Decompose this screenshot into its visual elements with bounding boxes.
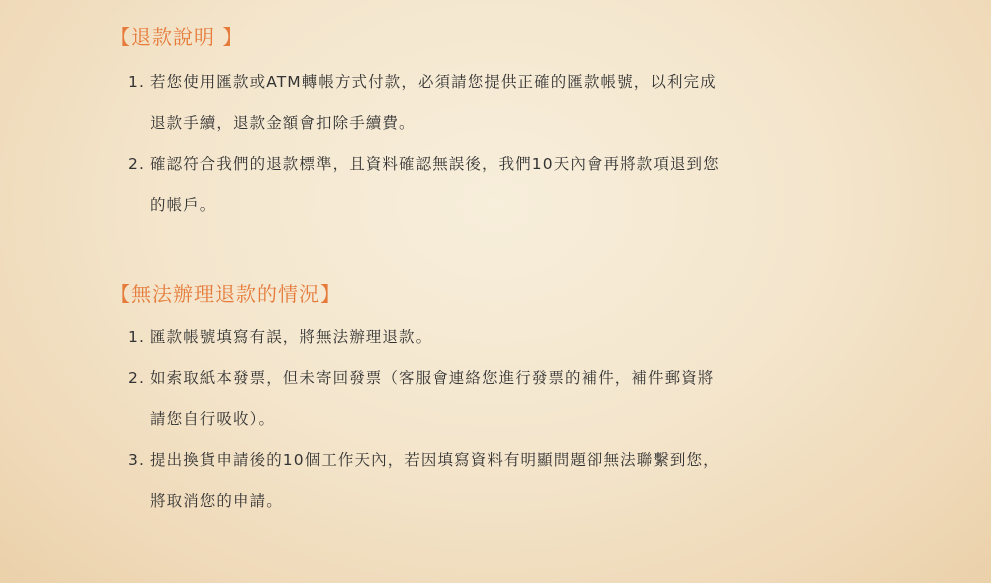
item-line: 確認符合我們的退款標準，且資料確認無誤後，我們10天內會再將款項退到您: [150, 155, 720, 173]
list-item: [110, 440, 970, 522]
item-line: 將取消您的申請。: [150, 492, 283, 510]
list-item: [110, 358, 970, 440]
section-title-refund-explanation: 【退款說明 】: [110, 25, 244, 49]
cannot-refund-list: [110, 317, 970, 522]
item-line: 的帳戶。: [150, 196, 217, 214]
item-number: 2.: [128, 155, 145, 173]
list-item: [110, 62, 970, 144]
cannot-refund-section: [110, 281, 970, 522]
item-line: 請您自行吸收）。: [150, 410, 276, 428]
item-line: 若您使用匯款或ATM轉帳方式付款，必須請您提供正確的匯款帳號，以利完成: [150, 73, 717, 91]
item-line: 匯款帳號填寫有誤，將無法辦理退款。: [150, 328, 433, 346]
refund-explanation-list: [110, 62, 970, 226]
item-number: 1.: [128, 328, 145, 346]
item-line: 提出換貨申請後的10個工作天內，若因填寫資料有明顯問題卻無法聯繫到您，: [150, 451, 720, 469]
list-item: [110, 317, 970, 358]
item-number: 1.: [128, 73, 145, 91]
item-number: 2.: [128, 369, 145, 387]
refund-explanation-section: [110, 24, 970, 226]
item-line: 如索取紙本發票，但未寄回發票（客服會連絡您進行發票的補件，補件郵資將: [150, 369, 715, 387]
section-title-cannot-refund: 【無法辦理退款的情況】: [110, 282, 341, 306]
item-number: 3.: [128, 451, 145, 469]
list-item: [110, 144, 970, 226]
item-line: 退款手續，退款金額會扣除手續費。: [150, 114, 416, 132]
